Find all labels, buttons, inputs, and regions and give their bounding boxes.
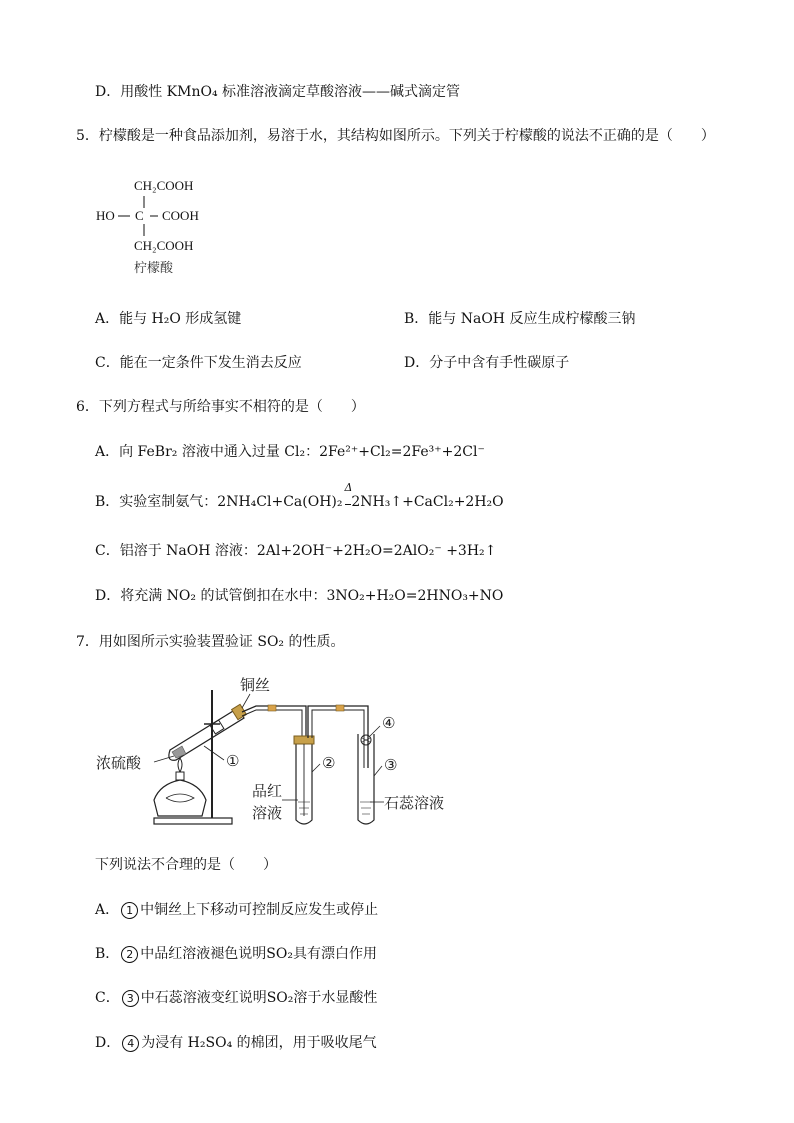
label-circle-1: ① [226, 752, 240, 770]
q7-option-d-num: 4 [122, 1035, 139, 1052]
struct-bottom-group: CH₂COOH [134, 238, 194, 253]
q6-option-a-equation: 2Fe²⁺+Cl₂=2Fe³⁺+2Cl⁻ [319, 444, 485, 460]
q6-option-b-prefix: B．实验室制氨气： [95, 494, 218, 510]
q7-option-a [95, 900, 378, 920]
citric-acid-structure [90, 172, 230, 280]
q7-option-b-text: 中品红溶液褪色说明SO₂具有漂白作用 [140, 946, 377, 962]
q7-option-b-prefix: B． [95, 946, 120, 962]
q6-option-b [95, 481, 504, 512]
q6-delta-symbol: Δ [344, 481, 353, 494]
q7-option-c-text: 中石蕊溶液变红说明SO₂溶于水显酸性 [140, 990, 378, 1006]
label-circle-2: ② [322, 754, 336, 772]
q7-option-d [95, 1033, 377, 1053]
struct-center-c: C [135, 208, 144, 223]
q5-stem: 5．柠檬酸是一种食品添加剂，易溶于水，其结构如图所示。下列关于柠檬酸的说法不正确的是（ ） [76, 128, 715, 144]
q6-option-d: D．将充满 NO₂ 的试管倒扣在水中：3NO₂+H₂O=2HNO₃+NO [95, 588, 504, 604]
label-circle-3: ③ [384, 756, 398, 774]
so2-apparatus-diagram [92, 672, 472, 832]
q5-option-b: B．能与 NaOH 反应生成柠檬酸三钠 [404, 311, 636, 327]
label-conc-acid: 浓硫酸 [96, 754, 142, 772]
q7-option-a-num: 1 [121, 902, 138, 919]
label-circle-4: ④ [382, 714, 396, 732]
q7-option-c-num: 3 [122, 990, 139, 1007]
delivery-tube-b [308, 706, 368, 768]
q6-option-a-prefix: A．向 FeBr₂ 溶液中通入过量 Cl₂： [95, 444, 320, 460]
q7-option-c-prefix: C． [95, 990, 120, 1006]
q7-option-b-num: 2 [121, 946, 138, 963]
q6-stem: 6．下列方程式与所给事实不相符的是（ ） [76, 399, 365, 415]
q7-option-a-prefix: A． [95, 902, 120, 918]
struct-top-group: CH₂COOH [134, 178, 194, 193]
alcohol-lamp [154, 780, 206, 816]
q5-option-c: C．能在一定条件下发生消去反应 [95, 355, 302, 371]
test-tube-3 [358, 734, 374, 824]
struct-cooh: COOH [162, 208, 199, 223]
q6-option-c: C．铝溶于 NaOH 溶液：2Al+2OH⁻+2H₂O=2AlO₂⁻ +3H₂↑ [95, 543, 497, 559]
q6-option-a [95, 442, 485, 462]
q6-option-b-heat-arrow [342, 481, 353, 512]
struct-caption: 柠檬酸 [134, 261, 174, 276]
q7-option-d-text: 为浸有 H₂SO₄ 的棉团，用于吸收尾气 [141, 1035, 377, 1051]
q5-option-d: D．分子中含有手性碳原子 [404, 355, 570, 371]
q7-option-a-text: 中铜丝上下移动可控制反应发生或停止 [140, 902, 379, 918]
label-litmus: 石蕊溶液 [384, 794, 445, 812]
stand-base [154, 818, 232, 824]
q7-question: 下列说法不合理的是（ ） [95, 857, 277, 873]
q6-option-b-right: 2NH₃↑+CaCl₂+2H₂O [351, 494, 504, 510]
q7-option-d-prefix: D． [95, 1035, 121, 1051]
q6-option-b-left: 2NH₄Cl+Ca(OH)₂ [217, 494, 343, 510]
q7-option-c [95, 988, 377, 1008]
label-pinred-line1: 品红 [252, 782, 283, 800]
q4-option-d: D．用酸性 KMnO₄ 标准溶液滴定草酸溶液——碱式滴定管 [95, 84, 461, 100]
label-pinred-line2: 溶液 [252, 804, 283, 822]
q7-option-b [95, 944, 377, 964]
q7-stem: 7．用如图所示实验装置验证 SO₂ 的性质。 [76, 634, 345, 650]
label-copper-wire: 铜丝 [240, 676, 271, 694]
struct-ho: HO [96, 208, 115, 223]
q5-option-a: A．能与 H₂O 形成氢键 [95, 311, 242, 327]
